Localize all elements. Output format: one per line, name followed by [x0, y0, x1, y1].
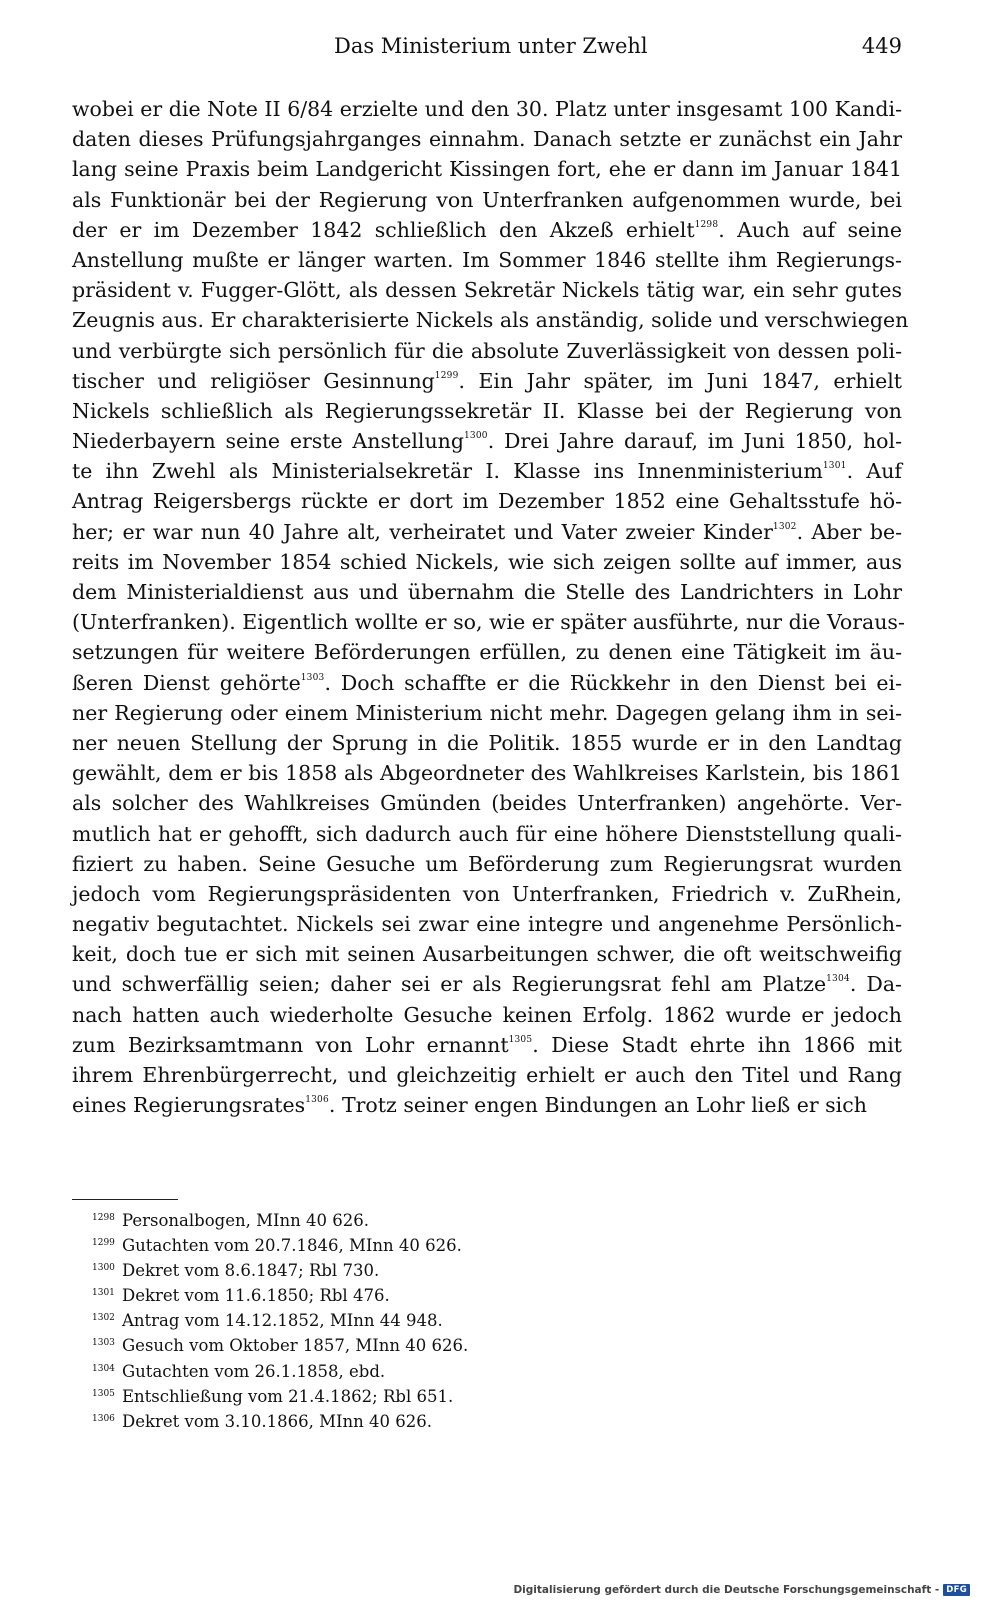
text-line	[72, 879, 902, 909]
line-text: als solcher des Wahlkreises Gmünden (beides Unterfranken) angehörte. Ver-	[72, 791, 902, 816]
line-text: fiziert zu haben. Seine Gesuche um Beförderung zum Regierungsrat wurden	[72, 851, 902, 876]
line-text: setzungen für weitere Beförderungen erfüllen, zu denen eine Tätigkeit im äu-	[72, 640, 902, 665]
line-text: wobei er die Note II 6/84 erzielte und den 30. Platz unter insgesamt 100 Kandi-	[72, 97, 902, 121]
line-text-continued: . Drei Jahre darauf, im Juni 1850, hol-	[487, 429, 902, 454]
line-text: dem Ministerialdienst aus und übernahm die Stelle des Landrichters in Lohr	[72, 580, 902, 604]
line-text: präsident v. Fugger-Glött, als dessen Sekretär Nickels tätig war, ein sehr gutes	[72, 278, 902, 303]
text-line	[72, 758, 902, 788]
footnote	[92, 1359, 792, 1384]
line-text: Niederbayern seine erste Anstellung	[72, 429, 464, 454]
footnote-reference: 1298	[694, 219, 719, 230]
text-line	[72, 1000, 902, 1030]
footnote	[92, 1308, 792, 1333]
text-line	[72, 1060, 902, 1090]
footnote-text: Dekret vom 11.6.1850; Rbl 476.	[122, 1286, 390, 1306]
footnote	[92, 1208, 792, 1233]
line-text: Zeugnis aus. Er charakterisierte Nickels als anständig, solide und verschwiegen	[72, 308, 909, 333]
text-line	[72, 969, 902, 999]
footnote-number: 1298	[92, 1213, 115, 1223]
text-line	[72, 668, 902, 698]
footnote-number: 1305	[92, 1388, 115, 1399]
line-text: nach hatten auch wiederholte Gesuche keinen Erfolg. 1862 wurde er jedoch	[72, 1002, 902, 1027]
footnotes	[92, 1208, 792, 1434]
text-line	[72, 486, 902, 516]
text-line	[72, 939, 902, 969]
text-line	[72, 1030, 902, 1060]
digitization-credit	[513, 1584, 970, 1596]
text-line	[72, 1090, 902, 1120]
footnote-text: Gutachten vom 20.7.1846, MInn 40 626.	[122, 1236, 462, 1256]
footnote-number: 1300	[92, 1263, 115, 1274]
line-text: her; er war nun 40 Jahre alt, verheiratet und Vater zweier Kinder	[72, 519, 773, 544]
page-number: 449	[861, 34, 902, 58]
line-text: ßeren Dienst gehörte	[72, 670, 301, 695]
text-line	[72, 637, 902, 667]
text-line	[72, 849, 902, 879]
footnote-reference: 1303	[300, 672, 325, 683]
footnote-text: Gutachten vom 26.1.1858, ebd.	[122, 1361, 386, 1381]
line-text: jedoch vom Regierungspräsidenten von Unterfranken, Friedrich v. ZuRhein,	[72, 881, 902, 906]
footnote-text: Dekret vom 3.10.1866, MInn 40 626.	[122, 1411, 433, 1431]
footnote-reference: 1304	[826, 974, 850, 985]
line-text: Nickels schließlich als Regierungssekretär II. Klasse bei der Regierung von	[72, 398, 902, 423]
line-text: lang seine Praxis beim Landgericht Kissingen fort, ehe er dann im Januar 1841	[72, 157, 902, 182]
running-title: Das Ministerium unter Zwehl	[334, 34, 648, 58]
line-text: (Unterfranken). Eigentlich wollte er so, wie er später ausführte, nur die Voraus-	[72, 610, 905, 635]
line-text: gewählt, dem er bis 1858 als Abgeordneter des Wahlkreises Karlstein, bis 1861	[72, 761, 902, 786]
page-header	[72, 34, 902, 64]
text-line	[72, 788, 902, 818]
line-text-continued: . Da-	[849, 972, 902, 997]
footnote	[92, 1233, 792, 1258]
text-line	[72, 94, 902, 124]
footnote-reference: 1305	[508, 1034, 533, 1045]
footnote	[92, 1384, 792, 1409]
line-text: te ihn Zwehl als Ministerialsekretär I. Klasse ins Innenministerium	[72, 459, 823, 484]
footnote-text: Personalbogen, MInn 40 626.	[122, 1211, 369, 1230]
text-line	[72, 698, 902, 728]
text-line	[72, 909, 902, 939]
text-line	[72, 305, 909, 335]
line-text: Antrag Reigersbergs rückte er dort im Dezember 1852 eine Gehaltsstufe hö-	[72, 489, 902, 514]
line-text: eines Regierungsrates	[72, 1093, 306, 1118]
dfg-logo-icon: DFG	[943, 1584, 970, 1596]
footnote	[92, 1283, 792, 1308]
line-text: ner Regierung oder einem Ministerium nicht mehr. Dagegen gelang ihm in sei-	[72, 700, 902, 725]
footnote-reference: 1306	[305, 1095, 329, 1106]
text-line	[72, 215, 902, 245]
footnote-text: Gesuch vom Oktober 1857, MInn 40 626.	[122, 1336, 469, 1356]
footnote-number: 1304	[92, 1363, 115, 1374]
text-line	[72, 517, 902, 547]
footnote-text: Dekret vom 8.6.1847; Rbl 730.	[122, 1261, 380, 1281]
text-line	[72, 185, 902, 215]
line-text: zum Bezirksamtmann von Lohr ernannt	[72, 1032, 509, 1057]
line-text-continued: . Auf	[846, 459, 902, 484]
text-line	[72, 577, 902, 607]
text-line	[72, 245, 902, 275]
footnote-reference: 1299	[434, 370, 459, 381]
footnote-number: 1302	[92, 1313, 115, 1324]
line-text: keit, doch tue er sich mit seinen Ausarbeitungen schwer, die oft weitschweifig	[72, 942, 902, 967]
footnote-text: Antrag vom 14.12.1852, MInn 44 948.	[122, 1311, 443, 1331]
footnote-number: 1306	[92, 1413, 115, 1424]
text-line	[72, 426, 902, 456]
line-text: Anstellung mußte er länger warten. Im Sommer 1846 stellte ihm Regierungs-	[72, 247, 902, 272]
credit-text: Digitalisierung gefördert durch die Deutsche Forschungsgemeinschaft -	[513, 1584, 940, 1596]
line-text: tischer und religiöser Gesinnung	[72, 368, 435, 393]
footnote-reference: 1302	[772, 521, 797, 532]
line-text: ihrem Ehrenbürgerrecht, und gleichzeitig erhielt er auch den Titel und Rang	[72, 1063, 902, 1087]
line-text: und verbürgte sich persönlich für die absolute Zuverlässigkeit von dessen poli-	[72, 338, 902, 363]
footnote-number: 1301	[92, 1288, 115, 1299]
line-text: negativ begutachtet. Nickels sei zwar eine integre und angenehme Persönlich-	[72, 912, 902, 937]
line-text: daten dieses Prüfungsjahrganges einnahm. Danach setzte er zunächst ein Jahr	[72, 127, 902, 152]
footnote	[92, 1409, 792, 1434]
footnote-reference: 1301	[822, 461, 847, 472]
text-line	[72, 275, 902, 305]
text-line	[72, 728, 902, 758]
line-text-continued: . Diese Stadt ehrte ihn 1866 mit	[532, 1032, 902, 1057]
line-text-continued: . Ein Jahr später, im Juni 1847, erhielt	[458, 368, 903, 393]
text-line	[72, 396, 902, 426]
footnote-number: 1303	[92, 1338, 115, 1349]
line-text: reits im November 1854 schied Nickels, wie sich zeigen sollte auf immer, aus	[72, 549, 902, 574]
line-text: und schwerfällig seien; daher sei er als Regierungsrat fehl am Platze	[72, 972, 827, 997]
line-text-continued: . Aber be-	[796, 519, 902, 544]
footnote-divider	[72, 1199, 178, 1200]
text-line	[72, 366, 902, 396]
footnote-number: 1299	[92, 1238, 115, 1249]
line-text: als Funktionär bei der Regierung von Unterfranken aufgenommen wurde, bei	[72, 187, 902, 212]
line-text-continued: . Auch auf seine	[718, 217, 902, 242]
line-text: mutlich hat er gehofft, sich dadurch auch für eine höhere Dienststellung quali-	[72, 821, 902, 846]
line-text: der er im Dezember 1842 schließlich den Akzeß erhielt	[72, 217, 695, 242]
text-line	[72, 456, 902, 486]
text-line	[72, 819, 902, 849]
text-line	[72, 124, 902, 154]
footnote-reference: 1300	[463, 431, 488, 442]
line-text: ner neuen Stellung der Sprung in die Politik. 1855 wurde er in den Landtag	[72, 730, 902, 755]
line-text-continued: . Trotz seiner engen Bindungen an Lohr ließ er sich	[328, 1093, 867, 1118]
footnote-text: Entschließung vom 21.4.1862; Rbl 651.	[122, 1386, 454, 1406]
text-line	[72, 547, 902, 577]
text-line	[72, 154, 902, 184]
footnote	[92, 1333, 792, 1358]
footnote	[92, 1258, 792, 1283]
text-line	[72, 336, 902, 366]
line-text-continued: . Doch schaffte er die Rückkehr in den Dienst bei ei-	[324, 670, 903, 695]
body-text	[72, 94, 909, 1120]
text-line	[72, 607, 905, 637]
